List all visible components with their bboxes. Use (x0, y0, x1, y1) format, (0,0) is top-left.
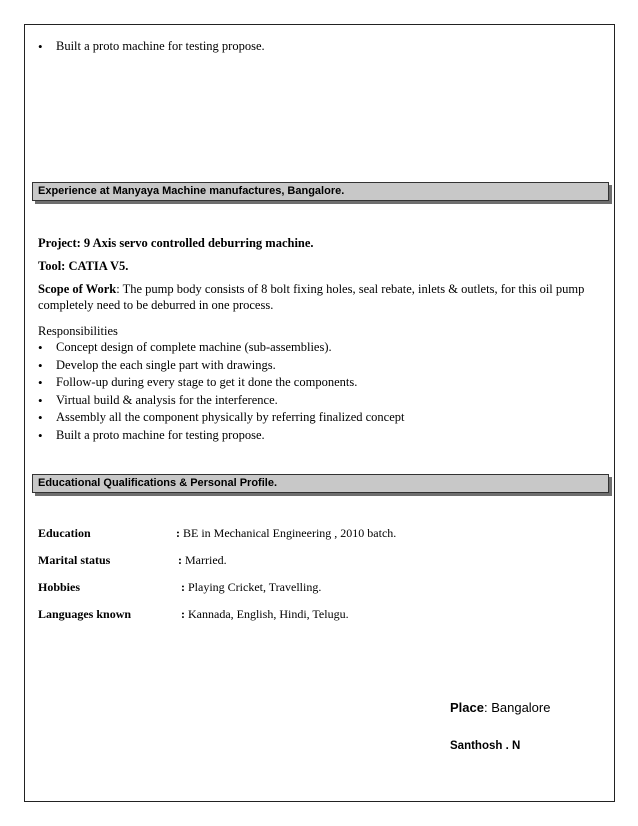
place-value: : Bangalore (483, 700, 551, 715)
project-block (38, 235, 598, 444)
profile-row-hobbies (38, 580, 598, 607)
project-title: Project: 9 Axis servo controlled deburring machine. (38, 236, 314, 250)
education-section-heading: Educational Qualifications & Personal Profile. (32, 474, 609, 493)
list-item: • Assembly all the component physically by referring finalized concept (38, 409, 598, 427)
profile-row-marital-status (38, 553, 598, 580)
scope-label: Scope of Work (38, 282, 117, 296)
profile-value: : Kannada, English, Hindi, Telugu. (181, 607, 349, 621)
profile-row-languages (38, 607, 598, 634)
profile-value: : BE in Mechanical Engineering , 2010 batch. (176, 526, 397, 540)
profile-label: Marital status (38, 553, 111, 567)
profile-row-education (38, 526, 598, 553)
list-item: • Virtual build & analysis for the interference. (38, 392, 598, 410)
responsibilities-heading: Responsibilities (38, 324, 118, 338)
profile-label: Hobbies (38, 580, 81, 594)
profile-label: Education (38, 526, 91, 540)
profile-label: Languages known (38, 607, 132, 621)
top-bullet-list (38, 38, 598, 55)
list-item: • Built a proto machine for testing propose. (38, 38, 598, 55)
scope-of-work (38, 281, 598, 313)
scope-text: : The pump body consists of 8 bolt fixing holes, seal rebate, inlets & outlets, for this oil pump completely need to be deburred in one process. (38, 282, 585, 312)
profile-value: : Married. (178, 553, 227, 567)
place-line (450, 700, 550, 715)
place-label: Place (450, 700, 484, 715)
project-tool: Tool: CATIA V5. (38, 259, 129, 273)
experience-section-heading: Experience at Manyaya Machine manufactures, Bangalore. (32, 182, 609, 201)
list-item: • Follow-up during every stage to get it done the components. (38, 374, 598, 392)
personal-profile (38, 526, 598, 634)
profile-value: : Playing Cricket, Travelling. (181, 580, 322, 594)
responsibilities-list (38, 339, 598, 444)
signature-name: Santhosh . N (450, 740, 521, 752)
list-item: • Concept design of complete machine (sub-assemblies). (38, 339, 598, 357)
list-item: • Develop the each single part with drawings. (38, 357, 598, 375)
list-item: • Built a proto machine for testing propose. (38, 427, 598, 445)
